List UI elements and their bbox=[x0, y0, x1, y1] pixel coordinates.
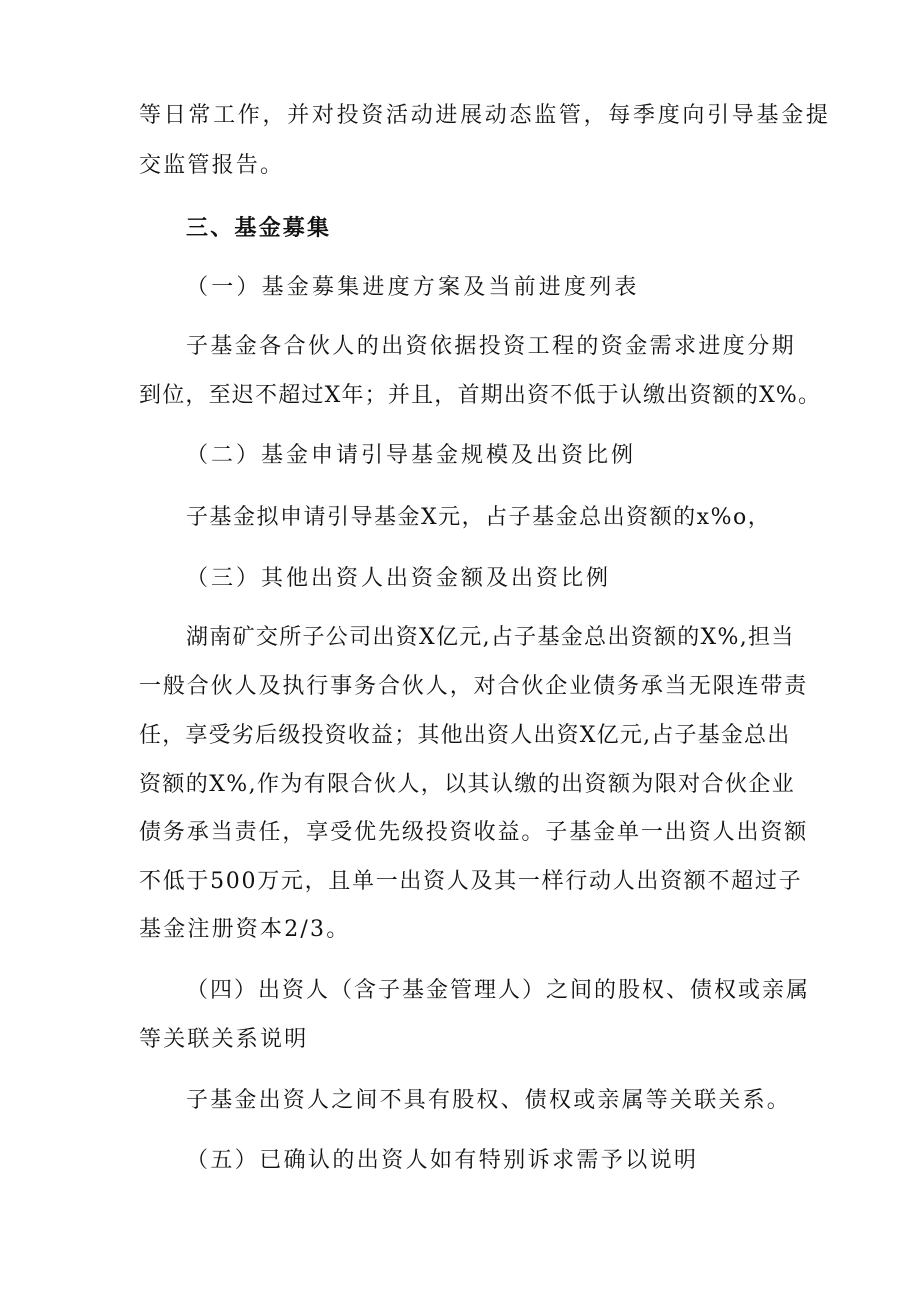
subsection-heading: （三）其他出资人出资金额及出资比例 bbox=[186, 566, 612, 591]
paragraph-line: 到位，至迟不超过X年；并且，首期出资不低于认缴出资额的X%。 bbox=[139, 383, 822, 408]
paragraph-line: 一般合伙人及执行事务合伙人，对合伙企业债务承当无限连带责 bbox=[139, 674, 809, 699]
subsection-heading-continued: 等关联关系说明 bbox=[139, 1027, 309, 1052]
paragraph-line: 子基金各合伙人的出资依据投资工程的资金需求进度分期 bbox=[186, 334, 797, 359]
subsection-heading: （五）已确认的出资人如有特别诉求需予以说明 bbox=[186, 1148, 699, 1173]
section-heading: 三、基金募集 bbox=[186, 215, 332, 241]
paragraph-line: 湖南矿交所子公司出资X亿元,占子基金总出资额的X%,担当 bbox=[186, 625, 795, 650]
paragraph-line: 债务承当责任，享受优先级投资收益。子基金单一出资人出资额 bbox=[139, 820, 809, 845]
paragraph-line: 子基金拟申请引导基金X元，占子基金总出资额的x%o， bbox=[186, 505, 772, 530]
paragraph-line: 不低于500万元，且单一出资人及其一样行动人出资额不超过子 bbox=[139, 869, 803, 894]
paragraph-line: 基金注册资本2/3。 bbox=[139, 917, 351, 942]
subsection-heading: （四）出资人（含子基金管理人）之间的股权、债权或亲属 bbox=[186, 978, 811, 1003]
paragraph-line: 子基金出资人之间不具有股权、债权或亲属等关联关系。 bbox=[186, 1088, 792, 1113]
paragraph-line: 任，享受劣后级投资收益；其他出资人出资X亿元,占子基金总出 bbox=[139, 723, 791, 748]
subsection-heading: （二）基金申请引导基金规模及出资比例 bbox=[186, 443, 637, 468]
subsection-heading: （一）基金募集进度方案及当前进度列表 bbox=[186, 275, 640, 300]
paragraph-line: 资额的X%,作为有限合伙人，以其认缴的出资额为限对合伙企业 bbox=[139, 772, 796, 797]
paragraph-line: 等日常工作，并对投资活动进展动态监管，每季度向引导基金提 bbox=[139, 103, 831, 128]
paragraph-line: 交监管报告。 bbox=[139, 153, 285, 178]
